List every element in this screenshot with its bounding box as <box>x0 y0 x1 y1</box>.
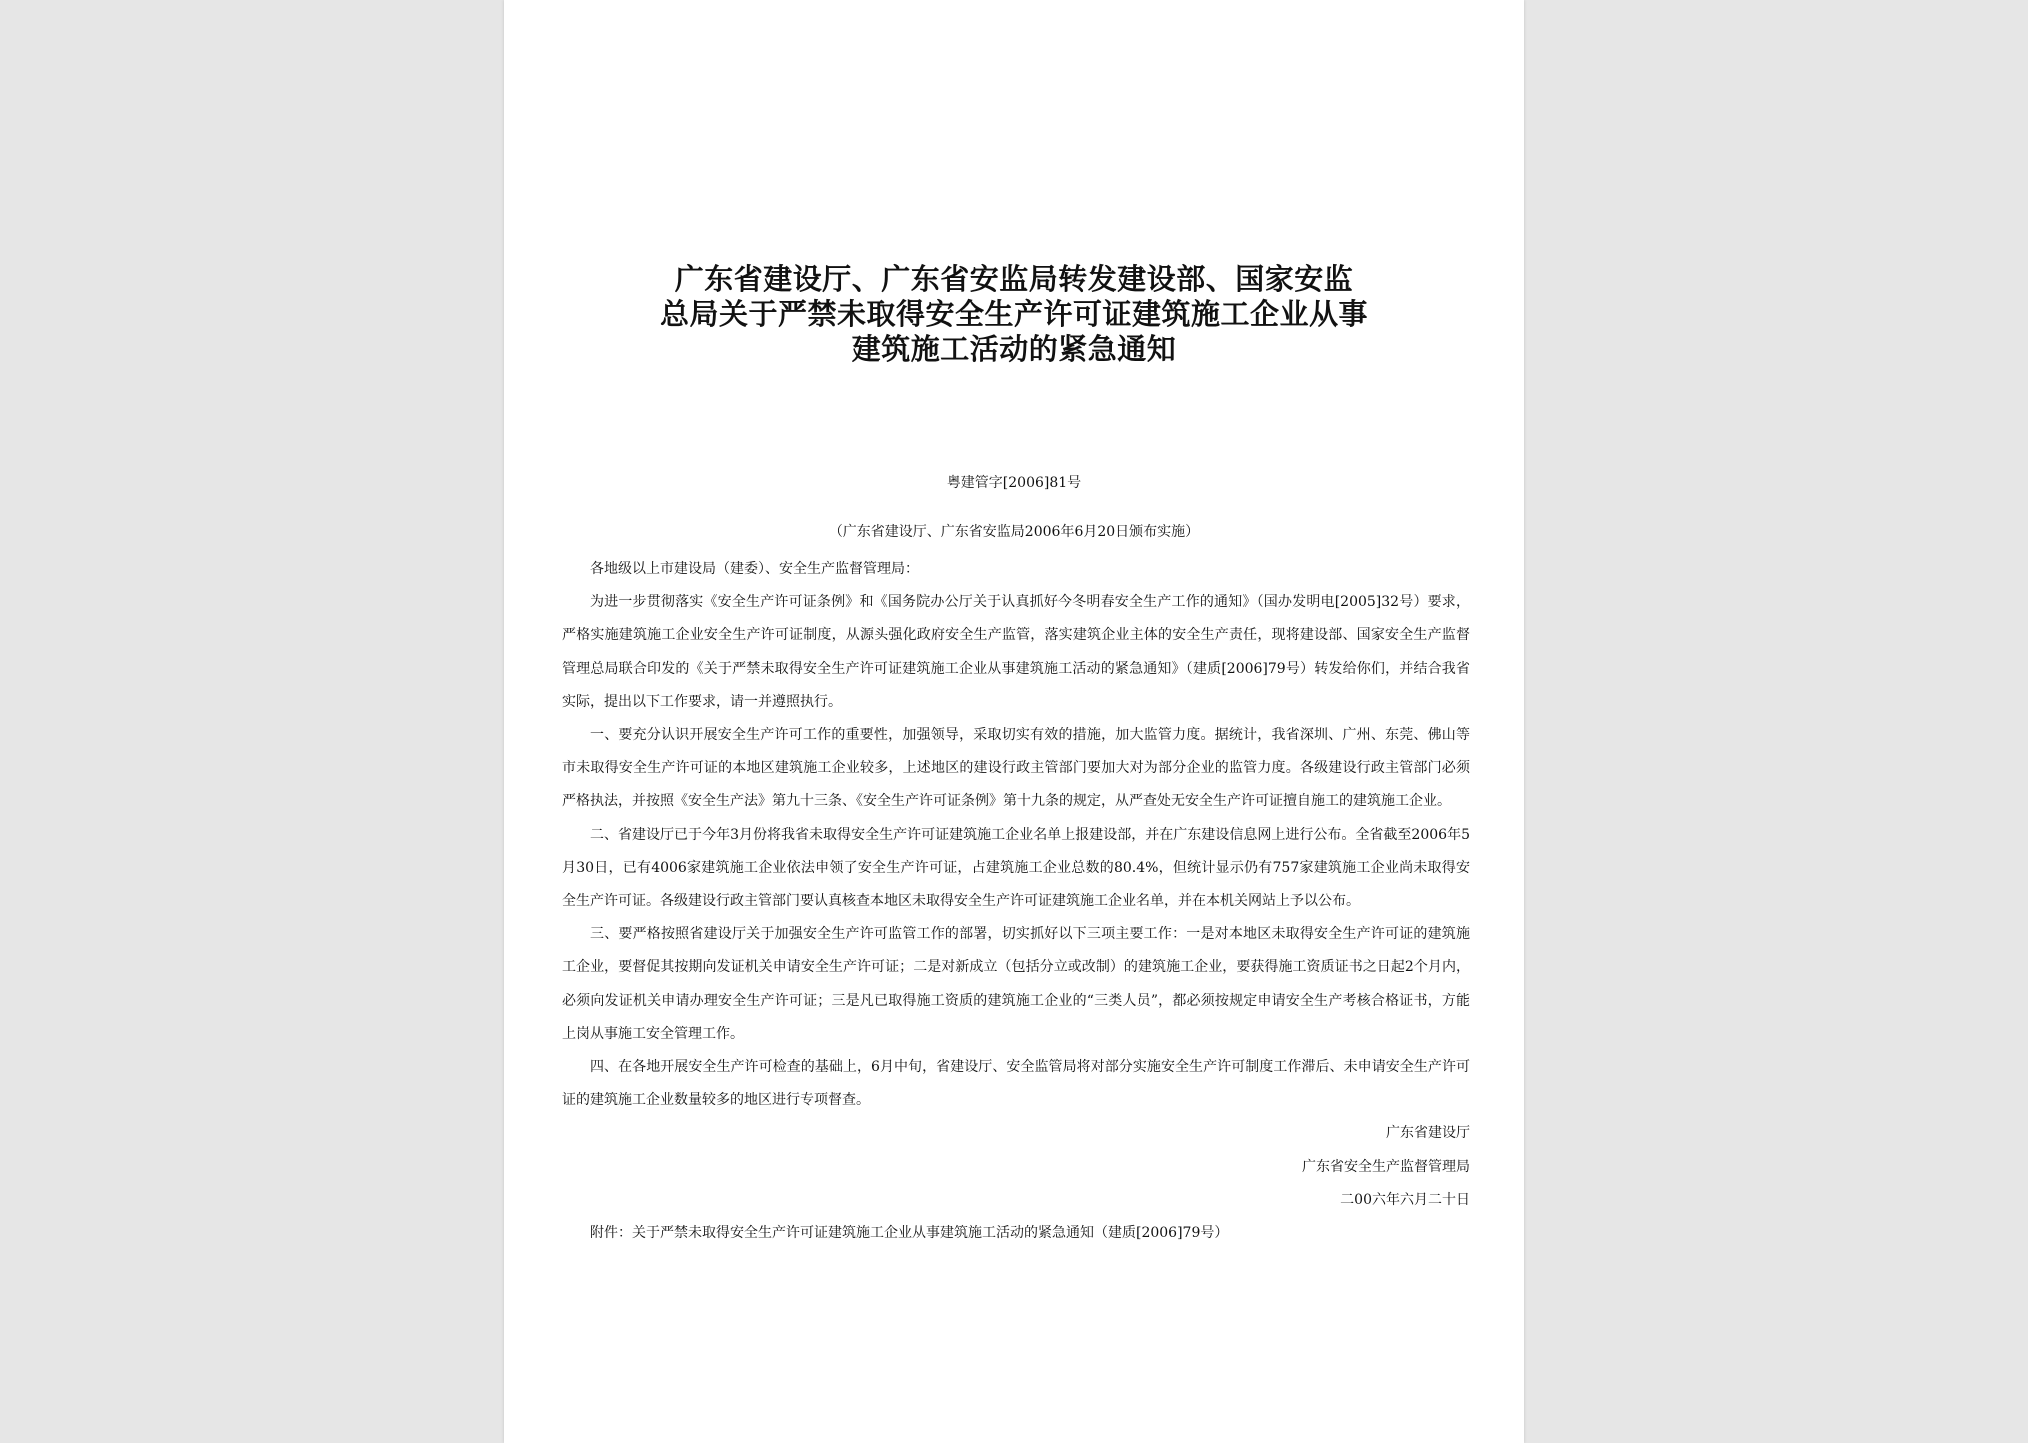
title-line-1: 广东省建设厅、广东省安监局转发建设部、国家安监 <box>674 262 1354 296</box>
document-date: 二00六年六月二十日 <box>1340 1191 1470 1208</box>
paragraph-item-1: 一、要充分认识开展安全生产许可工作的重要性，加强领导，采取切实有效的措施，加大监管力度。据统计，我省深圳、广州、东莞、佛山等市未取得安全生产许可证的本地区建筑施工企业较多，上述地区的建设行政主管部门要加大对为部分企业的监管力度。各级建设行政主管部门必须严格执法，并按照《安全生产法》第九十三条、《安全生产许可证条例》第十九条的规定，从严查处无安全生产许可证擅自施工的建筑施工企业。 <box>562 727 1470 810</box>
paragraph-item-4: 四、在各地开展安全生产许可检查的基础上，6月中旬，省建设厅、安全监管局将对部分实施安全生产许可制度工作滞后、未申请安全生产许可证的建筑施工企业数量较多的地区进行专项督查。 <box>562 1059 1470 1109</box>
document-title <box>544 262 1484 367</box>
document-number: 粤建管字[2006]81号 <box>946 475 1082 491</box>
title-line-2: 总局关于严禁未取得安全生产许可证建筑施工企业从事 <box>659 297 1368 331</box>
signatory-construction-dept: 广东省建设厅 <box>1386 1125 1470 1142</box>
paragraph-item-2: 二、省建设厅已于今年3月份将我省未取得安全生产许可证建筑施工企业名单上报建设部，并在广东建设信息网上进行公布。全省截至2006年5月30日，已有4006家建筑施工企业依法申领了安全生产许可证，占建筑施工企业总数的80.4%，但统计显示仍有757家建筑施工企业尚未取得安全生产许可证。各级建设行政主管部门要认真核查本地区未取得安全生产许可证建筑施工企业名单，并在本机关网站上予以公布。 <box>562 826 1470 910</box>
attachment-note: 附件：关于严禁未取得安全生产许可证建筑施工企业从事建筑施工活动的紧急通知（建质[2006]79号） <box>590 1225 1229 1242</box>
issued-note: （广东省建设厅、广东省安监局2006年6月20日颁布实施） <box>828 524 1200 540</box>
addressee: 各地级以上市建设局（建委）、安全生产监督管理局： <box>590 561 919 577</box>
paragraph-item-3: 三、要严格按照省建设厅关于加强安全生产许可监管工作的部署，切实抓好以下三项主要工作：一是对本地区未取得安全生产许可证的建筑施工企业，要督促其按期向发证机关申请安全生产许可证；二是对新成立（包括分立或改制）的建筑施工企业，要获得施工资质证书之日起2个月内，必须向发证机关申请办理安全生产许可证；三是凡已取得施工资质的建筑施工企业的“三类人员”，都必须按规定申请安全生产考核合格证书，方能上岗从事施工安全管理工作。 <box>562 926 1470 1042</box>
document-body <box>562 553 1470 1250</box>
title-line-3: 建筑施工活动的紧急通知 <box>851 332 1177 366</box>
paragraph-intro: 为进一步贯彻落实《安全生产许可证条例》和《国务院办公厅关于认真抓好今冬明春安全生产工作的通知》（国办发明电[2005]32号）要求，严格实施建筑施工企业安全生产许可证制度，从源头强化政府安全生产监管，落实建筑企业主体的安全生产责任，现将建设部、国家安全生产监督管理总局联合印发的《关于严禁未取得安全生产许可证建筑施工企业从事建筑施工活动的紧急通知》（建质[2006]79号）转发给你们，并结合我省实际，提出以下工作要求，请一并遵照执行。 <box>562 594 1470 710</box>
signatory-safety-bureau: 广东省安全生产监督管理局 <box>1302 1158 1470 1175</box>
document-page <box>504 0 1524 1443</box>
